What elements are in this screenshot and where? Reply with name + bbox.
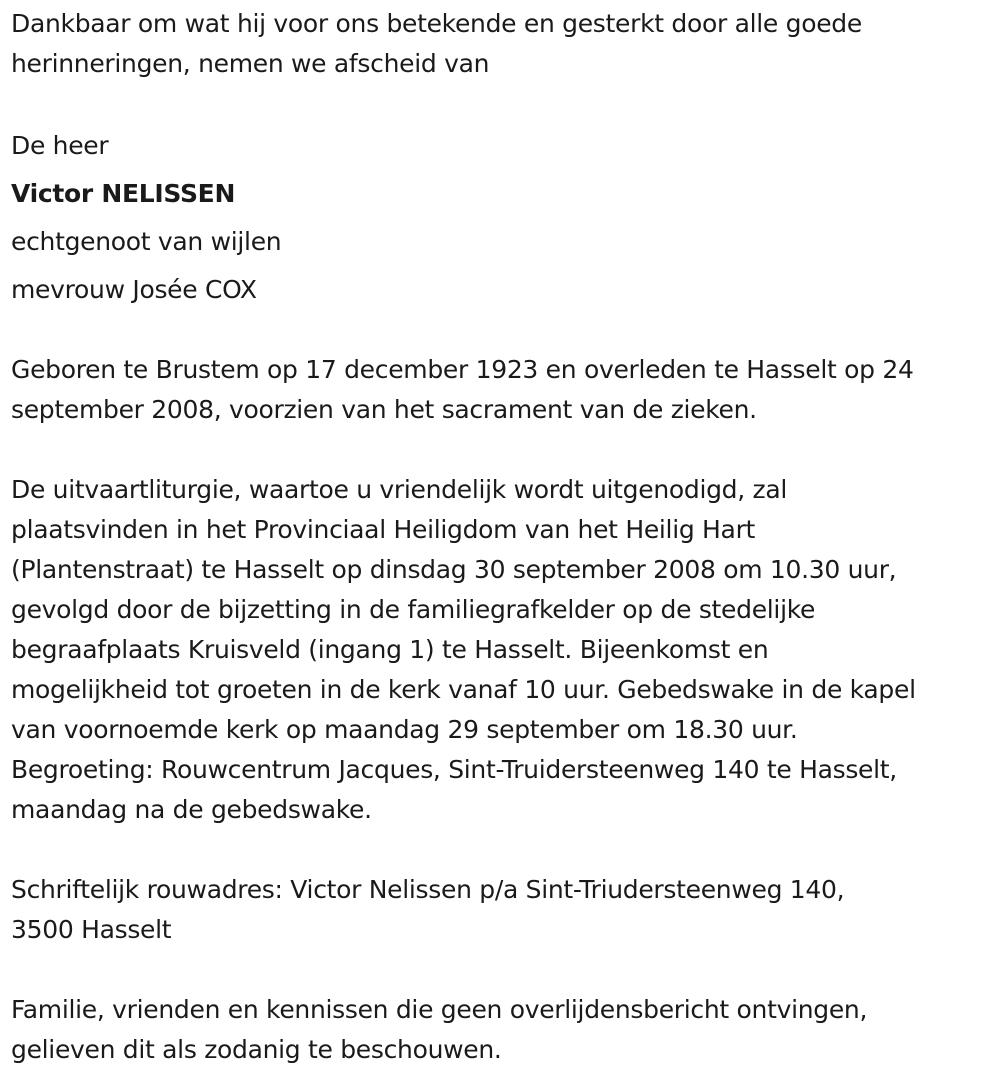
address-line: 3500 Hasselt (11, 915, 172, 944)
deceased-title: De heer (11, 131, 109, 160)
funeral-line: van voornoemde kerk op maandag 29 september om 18.30 uur. (11, 715, 798, 744)
intro-line: herinneringen, nemen we afscheid van (11, 49, 490, 78)
deceased-name: Victor NELISSEN (11, 179, 236, 208)
funeral-line: (Plantenstraat) te Hasselt op dinsdag 30 september 2008 om 10.30 uur, (11, 555, 897, 584)
birth-death-line: Geboren te Brustem op 17 december 1923 en overleden te Hasselt op 24 (11, 355, 914, 384)
family-note-paragraph (11, 990, 867, 1070)
deceased-block (11, 122, 281, 314)
funeral-line: Begroeting: Rouwcentrum Jacques, Sint-Truidersteenweg 140 te Hasselt, (11, 755, 897, 784)
funeral-line: maandag na de gebedswake. (11, 795, 372, 824)
family-note-line: Familie, vrienden en kennissen die geen overlijdensbericht ontvingen, (11, 995, 868, 1024)
address-line: Schriftelijk rouwadres: Victor Nelissen p/a Sint-Triudersteenweg 140, (11, 875, 845, 904)
funeral-line: mogelijkheid tot groeten in de kerk vanaf 10 uur. Gebedswake in de kapel (11, 675, 916, 704)
funeral-line: begraafplaats Kruisveld (ingang 1) te Hasselt. Bijeenkomst en (11, 635, 769, 664)
family-note-line: gelieven dit als zodanig te beschouwen. (11, 1035, 502, 1064)
deceased-relation: echtgenoot van wijlen (11, 227, 282, 256)
intro-line: Dankbaar om wat hij voor ons betekende en gesterkt door alle goede (11, 9, 862, 38)
funeral-line: plaatsvinden in het Provinciaal Heiligdom van het Heilig Hart (11, 515, 756, 544)
address-paragraph (11, 870, 844, 950)
funeral-line: gevolgd door de bijzetting in de familiegrafkelder op de stedelijke (11, 595, 816, 624)
birth-death-line: september 2008, voorzien van het sacrament van de zieken. (11, 395, 757, 424)
deceased-spouse: mevrouw Josée COX (11, 275, 257, 304)
intro-paragraph (11, 4, 862, 84)
funeral-paragraph (11, 470, 916, 830)
funeral-line: De uitvaartliturgie, waartoe u vriendelijk wordt uitgenodigd, zal (11, 475, 788, 504)
birth-death-paragraph (11, 350, 914, 430)
